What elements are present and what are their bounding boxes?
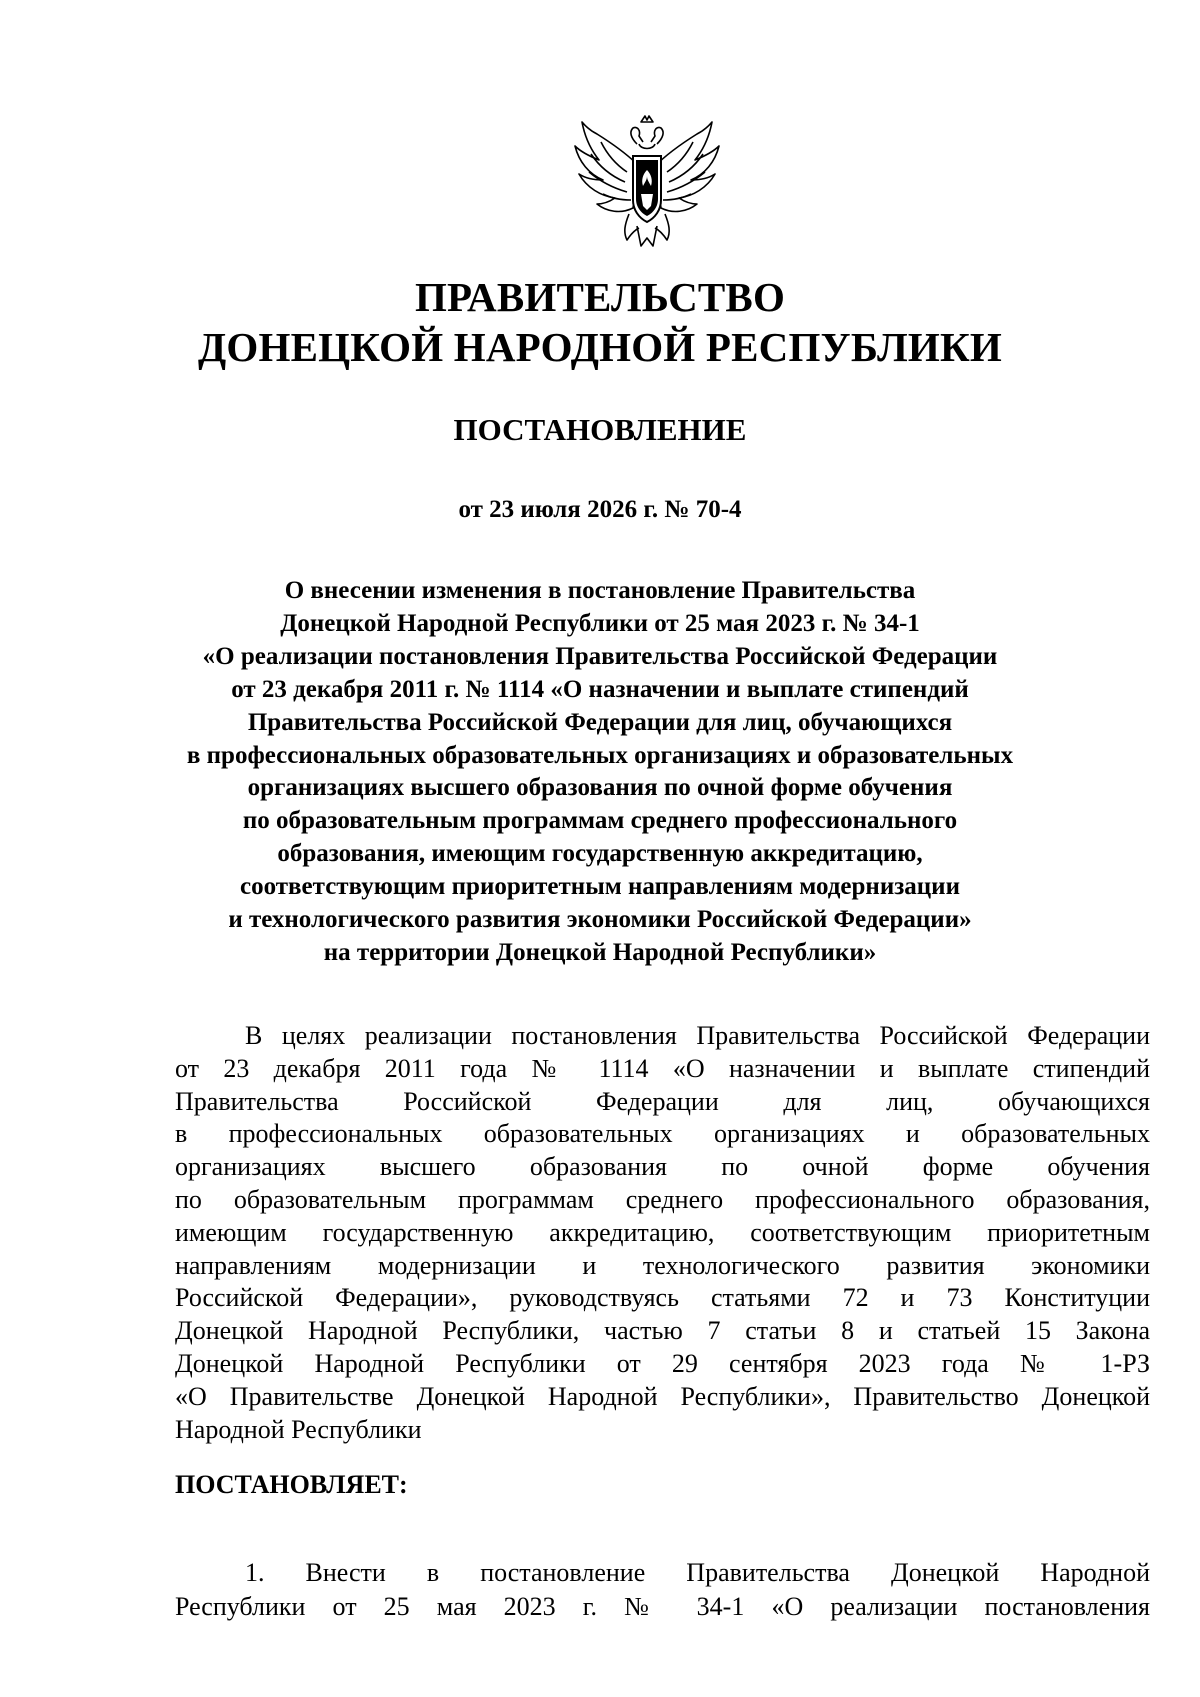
document-date-number: от 23 июля 2026 г. № 70-4 bbox=[458, 496, 742, 523]
preamble-line: организациях высшего образования по очной форме обучения bbox=[175, 1152, 1150, 1182]
subject-line: на территории Донецкой Народной Республики» bbox=[323, 938, 877, 966]
subject-line: организациях высшего образования по очной форме обучения bbox=[247, 774, 953, 802]
subject-line: в профессиональных образовательных организациях и образовательных bbox=[186, 741, 1014, 769]
document-subject bbox=[160, 575, 1040, 970]
subject-line: от 23 декабря 2011 г. № 1114 «О назначении и выплате стипендий bbox=[231, 675, 969, 703]
government-title-line-2: ДОНЕЦКОЙ НАРОДНОЙ РЕСПУБЛИКИ bbox=[198, 324, 1002, 370]
preamble-line: Донецкой Народной Республики от 29 сентября 2023 года № 1-РЗ bbox=[175, 1348, 1150, 1378]
subject-line: по образовательным программам среднего профессионального bbox=[242, 807, 958, 835]
resolves-heading: ПОСТАНОВЛЯЕТ: bbox=[175, 1470, 408, 1499]
subject-line: и технологического развития экономики Российской Федерации» bbox=[228, 906, 972, 934]
item-line: 1. Внести в постановление Правительства Донецкой Народной bbox=[245, 1558, 1150, 1587]
government-title-line-1: ПРАВИТЕЛЬСТВО bbox=[414, 274, 786, 320]
subject-line: Донецкой Народной Республики от 25 мая 2023 г. № 34-1 bbox=[280, 609, 920, 637]
resolution-item-1 bbox=[175, 1556, 1150, 1624]
preamble-line: Российской Федерации», руководствуясь статьями 72 и 73 Конституции bbox=[175, 1283, 1150, 1313]
preamble-line: от 23 декабря 2011 года № 1114 «О назначении и выплате стипендий bbox=[175, 1053, 1150, 1083]
subject-line: О внесении изменения в постановление Правительства bbox=[284, 577, 916, 604]
document-type: ПОСТАНОВЛЕНИЕ bbox=[453, 412, 747, 447]
preamble-line: Народной Республики bbox=[175, 1414, 422, 1444]
state-emblem-icon bbox=[567, 114, 727, 252]
preamble-line: Донецкой Народной Республики, частью 7 статьи 8 и статьей 15 Закона bbox=[175, 1316, 1150, 1346]
preamble-line: В целях реализации постановления Правительства Российской Федерации bbox=[245, 1021, 1150, 1050]
preamble-paragraph bbox=[175, 1020, 1150, 1446]
preamble-line: «О Правительстве Донецкой Народной Республики», Правительство Донецкой bbox=[175, 1381, 1150, 1411]
item-line: Республики от 25 мая 2023 г. № 34-1 «О реализации постановления bbox=[175, 1592, 1150, 1621]
preamble-line: по образовательным программам среднего профессионального образования, bbox=[175, 1184, 1150, 1214]
preamble-line: имеющим государственную аккредитацию, соответствующим приоритетным bbox=[175, 1217, 1150, 1247]
preamble-line: Правительства Российской Федерации для лиц, обучающихся bbox=[175, 1086, 1150, 1116]
subject-line: «О реализации постановления Правительства Российской Федерации bbox=[202, 642, 998, 670]
preamble-line: в профессиональных образовательных организациях и образовательных bbox=[175, 1119, 1150, 1149]
subject-line: образования, имеющим государственную аккредитацию, bbox=[277, 840, 923, 868]
subject-line: соответствующим приоритетным направлениям модернизации bbox=[239, 873, 960, 901]
subject-line: Правительства Российской Федерации для лиц, обучающихся bbox=[247, 708, 953, 736]
preamble-line: направлениям модернизации и технологического развития экономики bbox=[175, 1250, 1150, 1280]
